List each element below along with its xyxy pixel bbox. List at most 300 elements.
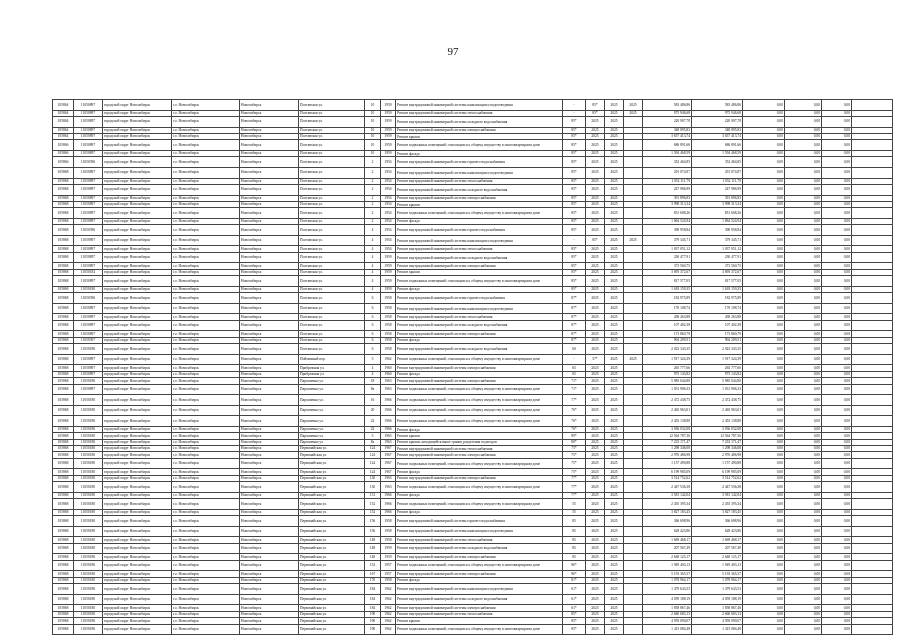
table-cell: городской округ Новосибирск	[103, 127, 172, 133]
table-cell: 0,00	[743, 384, 785, 395]
table-cell: 2025	[586, 201, 605, 207]
table-cell: городской округ Новосибирск	[103, 499, 172, 510]
table-cell: 0,00	[785, 446, 822, 452]
table-cell: г.о. Новосибирск	[172, 263, 240, 269]
table-cell: 87*	[563, 331, 586, 337]
table-cell: 85*	[563, 218, 586, 224]
table-cell: 2025	[605, 482, 624, 493]
table-cell: 0,00	[822, 605, 852, 611]
table-cell: Полтавская ул.	[299, 195, 365, 201]
table-cell: Новосибирск	[240, 246, 299, 252]
table-cell: 87*	[563, 314, 586, 320]
table-cell: 1958	[381, 303, 396, 314]
table-cell: 105868	[53, 344, 74, 355]
table-cell: Полтавская ул.	[299, 276, 365, 287]
table-cell: 0,00	[822, 475, 852, 481]
table-cell: 1954	[381, 167, 396, 178]
table-row	[53, 560, 893, 571]
table-cell: 0,00	[822, 526, 852, 537]
table-cell: 2025	[605, 611, 624, 617]
table-cell: Ремонт внутридомовой инженерной системы горячего водоснабжения	[396, 157, 563, 168]
table-cell	[852, 354, 893, 365]
table-cell: 105868	[53, 184, 74, 195]
table-cell: 0,00	[822, 439, 852, 445]
table-cell: Полтавская ул.	[299, 110, 365, 116]
table-cell: 105868	[53, 320, 74, 331]
table-cell: 105868	[53, 384, 74, 395]
table-cell: 105868	[53, 395, 74, 406]
table-cell: 105868	[53, 469, 74, 475]
table-cell: 105868	[53, 560, 74, 571]
table-cell: 105868	[53, 371, 74, 377]
table-cell: Новосибирск	[240, 252, 299, 263]
table-cell: 2025	[605, 577, 624, 583]
table-cell: г.о. Новосибирск	[172, 543, 240, 554]
table-cell: 0,00	[785, 475, 822, 481]
table-cell: 11050897	[74, 246, 103, 252]
table-cell: г.о. Новосибирск	[172, 618, 240, 624]
table-cell: 85	[563, 543, 586, 554]
table-cell: 1959	[381, 263, 396, 269]
table-cell: 105868	[53, 475, 74, 481]
table-cell: 11050897	[74, 127, 103, 133]
table-cell: 265 777,66	[692, 365, 743, 371]
table-cell: 105864	[53, 127, 74, 133]
table-cell: 1958	[381, 293, 396, 304]
table-cell: 2025	[605, 195, 624, 201]
table-cell: 105868	[53, 354, 74, 365]
table-cell: Полтавская ул.	[299, 100, 365, 111]
table-cell: 85*	[563, 208, 586, 219]
table-cell: 1 157 490,88	[692, 458, 743, 469]
table-cell: городской округ Новосибирск	[103, 195, 172, 201]
table-cell: 18	[365, 378, 381, 384]
table-cell: Первомайская ул.	[299, 594, 365, 605]
table-cell: 85*	[586, 100, 605, 111]
table-cell: 10	[365, 140, 381, 151]
table-cell: 4 059 188,19	[643, 594, 692, 605]
table-cell	[852, 344, 893, 355]
table-cell: 1954	[381, 201, 396, 207]
table-cell: Первомайская ул.	[299, 624, 365, 635]
table-cell: городской округ Новосибирск	[103, 378, 172, 384]
table-cell: 2025	[586, 543, 605, 554]
table-cell: 6	[365, 303, 381, 314]
table-cell: 2025	[586, 433, 605, 439]
table-cell: 0,00	[785, 331, 822, 337]
table-cell: 85*	[563, 150, 586, 156]
table-cell: 1958	[381, 537, 396, 543]
table-cell: 0,00	[743, 426, 785, 432]
table-cell: Первомайская ул.	[299, 516, 365, 527]
table-row	[53, 140, 893, 151]
table-cell: 1965	[381, 433, 396, 439]
table-cell: Новосибирск	[240, 157, 299, 168]
table-cell: 11050180	[74, 594, 103, 605]
table-cell	[852, 276, 893, 287]
table-row	[53, 184, 893, 195]
table-cell: 6	[365, 293, 381, 304]
table-cell: 85*	[586, 110, 605, 116]
table-cell: 1 594 468,59	[643, 150, 692, 156]
table-cell: 1963	[381, 439, 396, 445]
table-cell: 87*	[563, 337, 586, 343]
table-cell: 1954	[381, 235, 396, 246]
table-cell: 2025	[605, 405, 624, 416]
table-cell: Новосибирск	[240, 263, 299, 269]
table-cell	[624, 167, 643, 178]
table-cell: 0,00	[822, 354, 852, 365]
table-cell: 105868	[53, 492, 74, 498]
table-cell: 583 486,86	[692, 100, 743, 111]
page-number: 97	[447, 46, 459, 58]
table-cell: 55	[563, 499, 586, 510]
table-cell	[852, 395, 893, 406]
table-cell: 61*	[563, 594, 586, 605]
table-cell: Первомайская ул.	[299, 554, 365, 560]
table-cell: 11050897	[74, 314, 103, 320]
table-cell: г.о. Новосибирск	[172, 482, 240, 493]
table-cell: 11050180	[74, 537, 103, 543]
table-cell: 2025	[605, 184, 624, 195]
table-cell: Ремонт внутридомовой инженерной системы теплоснабжения	[396, 446, 563, 452]
table-cell	[852, 157, 893, 168]
table-cell: 1966	[381, 405, 396, 416]
table-cell: 10	[365, 116, 381, 127]
table-cell: 85*	[586, 235, 605, 246]
table-cell: 1 864 524,94	[692, 218, 743, 224]
table-cell: 105868	[53, 594, 74, 605]
table-cell: 0,00	[785, 157, 822, 168]
table-cell: 11050897	[74, 331, 103, 337]
table-cell: 11050180	[74, 543, 103, 554]
table-cell: 0,00	[743, 178, 785, 184]
table-cell: 348 895,83	[692, 127, 743, 133]
table-cell: 1958	[381, 577, 396, 583]
table-cell: 2025	[605, 560, 624, 571]
table-cell: 2025	[586, 269, 605, 275]
table-cell: -	[563, 100, 586, 111]
table-cell: 1959	[381, 116, 396, 127]
table-cell: 85	[563, 537, 586, 543]
table-cell: 5 985 044,80	[692, 378, 743, 384]
table-cell: 2025	[586, 252, 605, 263]
table-cell: 105868	[53, 201, 74, 207]
table-cell: 2025	[605, 354, 624, 365]
table-cell: Первомайская ул.	[299, 571, 365, 577]
table-cell: 2025	[605, 395, 624, 406]
table-row	[53, 320, 893, 331]
table-cell: 373 560,75	[643, 263, 692, 269]
table-cell: 0,00	[785, 537, 822, 543]
table-cell: 0,00	[822, 269, 852, 275]
table-cell: 0,00	[743, 263, 785, 269]
table-cell: 0,00	[822, 201, 852, 207]
table-cell: 0,00	[743, 320, 785, 331]
table-cell: 1954	[381, 208, 396, 219]
table-cell: Ремонт подвальных помещений, относящихся к общему имуществу в многоквартирном доме	[396, 458, 563, 469]
table-cell: 0,00	[785, 605, 822, 611]
table-cell: 61*	[563, 605, 586, 611]
table-cell: 105868	[53, 263, 74, 269]
table-cell: 0,00	[743, 314, 785, 320]
table-cell: 352 464,85	[692, 157, 743, 168]
table-cell: городской округ Новосибирск	[103, 577, 172, 583]
table-cell: 2025	[605, 344, 624, 355]
table-cell: 105868	[53, 416, 74, 427]
table-cell: 1958	[381, 314, 396, 320]
table-cell: 438 263,88	[692, 314, 743, 320]
table-cell: г.о. Новосибирск	[172, 426, 240, 432]
table-cell: городской округ Новосибирск	[103, 344, 172, 355]
table-cell: городской округ Новосибирск	[103, 314, 172, 320]
table-cell: 11050897	[74, 276, 103, 287]
table-cell: г.о. Новосибирск	[172, 452, 240, 458]
table-cell: г.о. Новосибирск	[172, 225, 240, 236]
table-cell: г.о. Новосибирск	[172, 184, 240, 195]
table-cell: 0,00	[785, 611, 822, 617]
table-row	[53, 526, 893, 537]
table-cell: Полтавская ул.	[299, 337, 365, 343]
table-cell: 0,00	[743, 378, 785, 384]
table-cell: Ремонт внутридомовой инженерной системы канализации и водоотведения	[396, 100, 563, 111]
table-cell: 3 827 183,45	[643, 509, 692, 515]
table-cell: 2025	[586, 365, 605, 371]
table-cell: 76*	[563, 405, 586, 416]
table-cell: 2025	[605, 110, 624, 116]
table-cell: 85*	[563, 127, 586, 133]
table-cell: 2025	[586, 452, 605, 458]
table-cell: 1966	[381, 509, 396, 515]
table-cell: городской округ Новосибирск	[103, 584, 172, 595]
table-row	[53, 225, 893, 236]
table-cell: 686 891,66	[692, 140, 743, 151]
table-cell: 2025	[605, 499, 624, 510]
table-cell: 2 648 125,17	[692, 554, 743, 560]
table-cell: 2025	[586, 157, 605, 168]
table-cell: Полтавская ул.	[299, 286, 365, 292]
table-cell: 0,00	[743, 499, 785, 510]
table-cell: г.о. Новосибирск	[172, 100, 240, 111]
table-cell: 85*	[563, 201, 586, 207]
table-cell: 85*	[563, 167, 586, 178]
table-cell: городской округ Новосибирск	[103, 303, 172, 314]
table-cell: 105868	[53, 293, 74, 304]
table-cell: 4 959 090,07	[643, 618, 692, 624]
table-cell: Ремонт внутридомовой инженерной системы холодного водоснабжения	[396, 543, 563, 554]
table-cell: 0,00	[743, 184, 785, 195]
table-cell: городской округ Новосибирск	[103, 594, 172, 605]
table-cell: Новосибирск	[240, 293, 299, 304]
table-cell: 7 233 171,47	[692, 439, 743, 445]
table-cell: 1963	[381, 482, 396, 493]
table-cell: 1962	[381, 624, 396, 635]
table-cell: 0,00	[743, 537, 785, 543]
table-row	[53, 208, 893, 219]
table-cell: Новосибирск	[240, 499, 299, 510]
table-cell: 0,00	[785, 594, 822, 605]
table-cell: 2 022 343,35	[643, 344, 692, 355]
table-cell: 0,00	[822, 458, 852, 469]
table-cell: 0,00	[785, 286, 822, 292]
table-cell	[852, 416, 893, 427]
table-cell: Новосибирск	[240, 426, 299, 432]
table-cell: 148	[365, 554, 381, 560]
table-cell: 0,00	[822, 303, 852, 314]
table-cell	[624, 276, 643, 287]
table-cell: Новосибирск	[240, 384, 299, 395]
table-cell: Ремонт фасада	[396, 150, 563, 156]
table-cell: Ремонт крыши	[396, 201, 563, 207]
table-cell: 105868	[53, 167, 74, 178]
table-cell: 0,00	[743, 611, 785, 617]
table-cell: 0,00	[822, 178, 852, 184]
table-cell: 1 037 051,12	[692, 246, 743, 252]
table-cell: городской округ Новосибирск	[103, 235, 172, 246]
table-cell: Пархоменко ул.	[299, 433, 365, 439]
table-cell: Ремонт внутридомовой инженерной системы канализации и водоотведения	[396, 584, 563, 595]
table-cell: 1966	[381, 395, 396, 406]
table-cell: 10	[365, 110, 381, 116]
table-cell: 2025	[605, 303, 624, 314]
table-cell: Ремонт внутридомовой инженерной системы электроснабжения	[396, 365, 563, 371]
table-cell: городской округ Новосибирск	[103, 269, 172, 275]
table-cell: 0,00	[743, 293, 785, 304]
table-cell: 230 477,91	[692, 252, 743, 263]
table-cell: 2025	[586, 516, 605, 527]
table-cell: 105864	[53, 133, 74, 139]
table-cell: 391 896,83	[692, 195, 743, 201]
table-cell: 55	[563, 509, 586, 515]
table-cell: 1 298 346,08	[643, 446, 692, 452]
table-cell: 1958	[381, 526, 396, 537]
table-cell: 2025	[605, 537, 624, 543]
table-cell: 1959	[381, 286, 396, 292]
table-cell: 2	[365, 167, 381, 178]
table-cell: 105868	[53, 446, 74, 452]
table-cell: 2025	[586, 416, 605, 427]
table-cell: 0,00	[743, 246, 785, 252]
table-cell: 0,00	[743, 526, 785, 537]
table-cell	[624, 395, 643, 406]
table-cell: 2025	[586, 344, 605, 355]
table-cell: 2025	[586, 184, 605, 195]
table-cell: 2025	[605, 293, 624, 304]
table-cell: 1962	[381, 594, 396, 605]
table-cell: 11050180	[74, 439, 103, 445]
table-cell: 0,00	[785, 543, 822, 554]
table-cell: 0,00	[743, 303, 785, 314]
table-cell: 2025	[605, 150, 624, 156]
table-cell: 61*	[563, 584, 586, 595]
table-cell: 1967	[381, 458, 396, 469]
table-cell: Пархоменко ул.	[299, 384, 365, 395]
table-row	[53, 482, 893, 493]
table-cell: Полтавская ул.	[299, 133, 365, 139]
table-cell: Ремонт внутридомовой инженерной системы электроснабжения	[396, 605, 563, 611]
table-cell: 291 074,87	[643, 167, 692, 178]
table-cell: 11050180	[74, 378, 103, 384]
table-cell: 148	[365, 537, 381, 543]
table-cell: 3 998 313,34	[643, 201, 692, 207]
table-cell: Ремонт крыши, находящейся выше границ разделения подъездов	[396, 439, 563, 445]
table-cell: 2 455 395,34	[692, 499, 743, 510]
table-cell: 2025	[605, 286, 624, 292]
table-cell: 77*	[563, 395, 586, 406]
table-cell: 2025	[605, 269, 624, 275]
table-cell	[852, 167, 893, 178]
table-cell: 152	[365, 560, 381, 571]
table-cell: городской округ Новосибирск	[103, 246, 172, 252]
table-cell: 0,00	[822, 571, 852, 577]
table-cell: 1 917 324,39	[643, 354, 692, 365]
table-cell: 0,00	[785, 509, 822, 515]
table-cell: Новосибирск	[240, 201, 299, 207]
table-cell: 1 669 468,17	[692, 537, 743, 543]
table-cell: 130	[365, 482, 381, 493]
table-cell: 2 447 536,38	[692, 482, 743, 493]
table-cell: 0,00	[822, 337, 852, 343]
table-cell: 0,00	[743, 446, 785, 452]
table-cell: 105868	[53, 433, 74, 439]
table-cell: 0,00	[743, 395, 785, 406]
table-cell: городской округ Новосибирск	[103, 208, 172, 219]
table-cell: Первомайская ул.	[299, 452, 365, 458]
table-cell: 2025	[605, 426, 624, 432]
table-cell: 0,00	[822, 492, 852, 498]
table-cell: 11050397	[74, 337, 103, 343]
table-cell: Ремонт подвальных помещений, относящихся к общему имуществу в многоквартирном доме	[396, 499, 563, 510]
table-cell: 10	[365, 133, 381, 139]
table-cell: 2025	[605, 127, 624, 133]
table-cell	[852, 100, 893, 111]
table-cell: 0,00	[743, 218, 785, 224]
table-cell: Новосибирск	[240, 469, 299, 475]
table-cell: Ремонт внутридомовой инженерной системы теплоснабжения	[396, 110, 563, 116]
table-cell: 85*	[563, 252, 586, 263]
table-cell: г.о. Новосибирск	[172, 571, 240, 577]
table-cell: 1954	[381, 178, 396, 184]
table-cell: 2	[365, 201, 381, 207]
table-cell: 11050180	[74, 560, 103, 571]
table-cell: 11050897	[74, 133, 103, 139]
table-cell: 1 479 643,53	[692, 584, 743, 595]
table-cell: 2 465 963,01	[643, 405, 692, 416]
table-cell: городской округ Новосибирск	[103, 320, 172, 331]
table-row	[53, 594, 893, 605]
table-cell: г.о. Новосибирск	[172, 127, 240, 133]
table-cell: 85*	[563, 276, 586, 287]
table-cell: 105868	[53, 331, 74, 337]
table-cell: 184	[365, 605, 381, 611]
table-cell: 0,00	[743, 354, 785, 365]
table-cell: 22	[365, 426, 381, 432]
table-cell: 0,00	[743, 452, 785, 458]
table-cell: 11050180	[74, 452, 103, 458]
table-cell: 57*	[586, 354, 605, 365]
table-cell: 6	[365, 337, 381, 343]
table-cell: Ремонт подвальных помещений, относящихся к общему имуществу в многоквартирном доме	[396, 384, 563, 395]
table-cell: 0,00	[822, 577, 852, 583]
table-cell: 11050180	[74, 605, 103, 611]
table-cell: 105868	[53, 526, 74, 537]
table-cell: 105868	[53, 208, 74, 219]
table-cell: 170 108,74	[692, 303, 743, 314]
table-cell: 1967	[381, 452, 396, 458]
table-cell: Новосибирск	[240, 286, 299, 292]
table-cell: 1958	[381, 331, 396, 337]
table-cell: Первомайская ул.	[299, 611, 365, 617]
